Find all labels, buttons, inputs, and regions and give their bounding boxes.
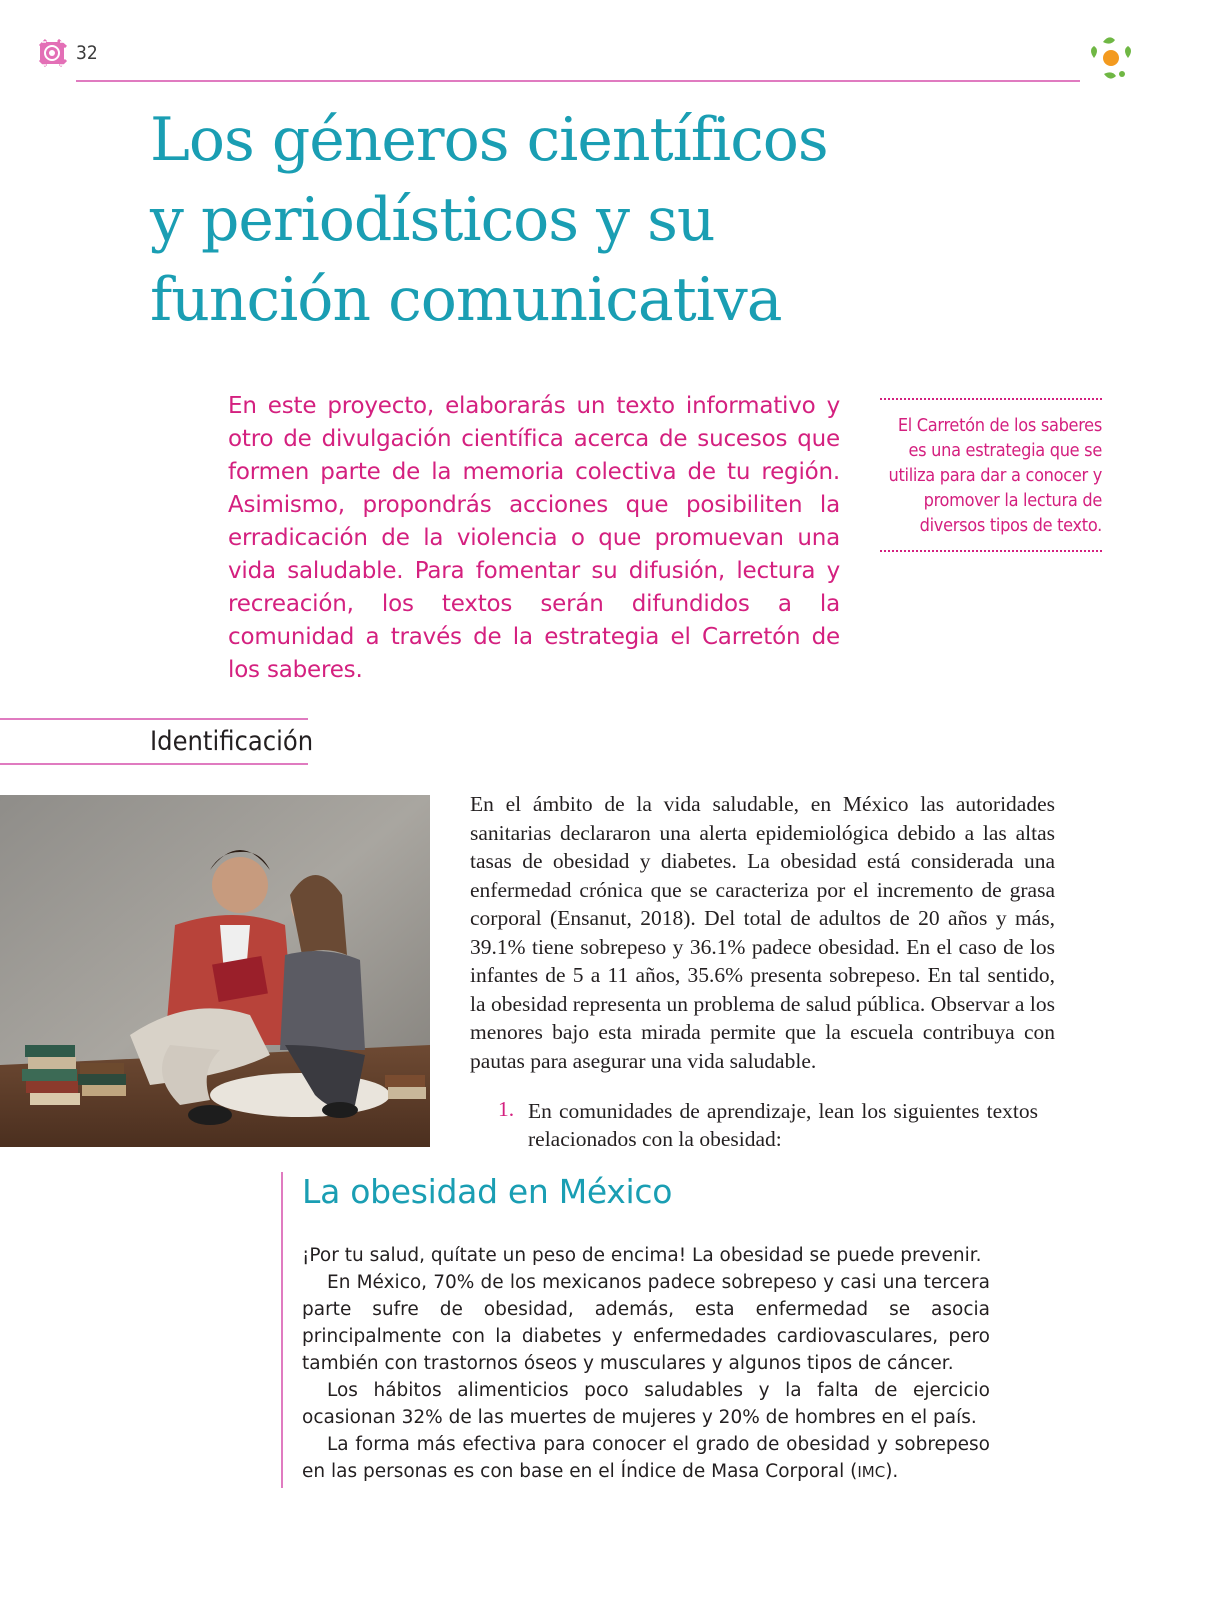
side-note-top-rule [880, 398, 1102, 400]
flower-ornament-icon [1086, 32, 1136, 86]
reading-paragraph-1: ¡Por tu salud, quítate un peso de encima! La obesidad se puede prevenir. [302, 1245, 982, 1266]
reading-body [302, 1242, 990, 1486]
activity-number: 1. [498, 1097, 515, 1121]
header-rule [76, 80, 1080, 82]
page-title-line-1: Los géneros científicos [150, 105, 828, 175]
activity-text: En comunidades de aprendizaje, lean los siguientes textos relacionados con la obesidad: [528, 1099, 1038, 1151]
reading-paragraph-3: Los hábitos alimenticios poco saludables y la falta de ejercicio ocasionan 32% de las muertes de mujeres y 20% de hombres en el país. [302, 1380, 990, 1428]
reading-paragraph-4-main: La forma más efectiva para conocer el grado de obesidad y sobrepeso en las personas es con base en el Índice de Masa Corporal ( [302, 1434, 990, 1482]
reading-abbreviation: IMC [857, 1463, 886, 1481]
section-rule-top [0, 718, 308, 720]
page-title-line-3: función comunicativa [150, 265, 782, 335]
reading-paragraph-4 [302, 1431, 990, 1486]
intro-paragraph: En este proyecto, elaborarás un texto informativo y otro de divulgación científica acerca de sucesos que formen parte de la memoria colectiva de tu región. Asimismo, propondrás acciones que posibiliten la erradicación de la violencia o que promuevan una vida saludable. Para fomentar su difusión, lectura y recreación, los textos serán difundidos a la comunidad a través de la estrategia el Carretón de los saberes. [228, 393, 840, 683]
page-title-line-2: y periodísticos y su [150, 185, 715, 255]
side-note [880, 398, 1102, 552]
reading-rule [281, 1172, 283, 1488]
aztec-glyph-icon [38, 38, 68, 68]
reading-title: La obesidad en México [302, 1172, 673, 1211]
page-number: 32 [76, 42, 98, 64]
side-note-text: El Carretón de los saberes es una estrategia que se utiliza para dar a conocer y promover la lectura de diversos tipos de texto. [888, 415, 1102, 536]
side-note-bottom-rule [880, 550, 1102, 552]
section-heading: Identificación [150, 726, 314, 757]
reading-couple-photo [0, 795, 430, 1147]
body-paragraph: En el ámbito de la vida saludable, en México las autoridades sanitarias declararon una alerta epidemiológica debido a las altas tasas de obesidad y diabetes. La obesidad está considerada una enfermedad crónica que se caracteriza por el incremento de grasa corporal (Ensanut, 2018). Del total de adultos de 20 años y más, 39.1% tiene sobrepeso y 36.1% padece obesidad. En el caso de los infantes de 5 a 11 años, 35.6% presenta sobrepeso. En tal sentido, la obesidad representa un problema de salud pública. Observar a los menores bajo esta mirada permite que la escuela contribuya con pautas para asegurar una vida saludable. [470, 792, 1055, 1073]
section-rule-bottom [0, 763, 308, 765]
reading-paragraph-2: En México, 70% de los mexicanos padece sobrepeso y casi una tercera parte sufre de obesidad, además, esta enfermedad se asocia principalmente con la diabetes y enfermedades cardiovasculares, pero también con trastornos óseos y musculares y algunos tipos de cáncer. [302, 1272, 990, 1374]
page-title [150, 100, 870, 340]
reading-paragraph-4-end: ). [885, 1461, 899, 1482]
